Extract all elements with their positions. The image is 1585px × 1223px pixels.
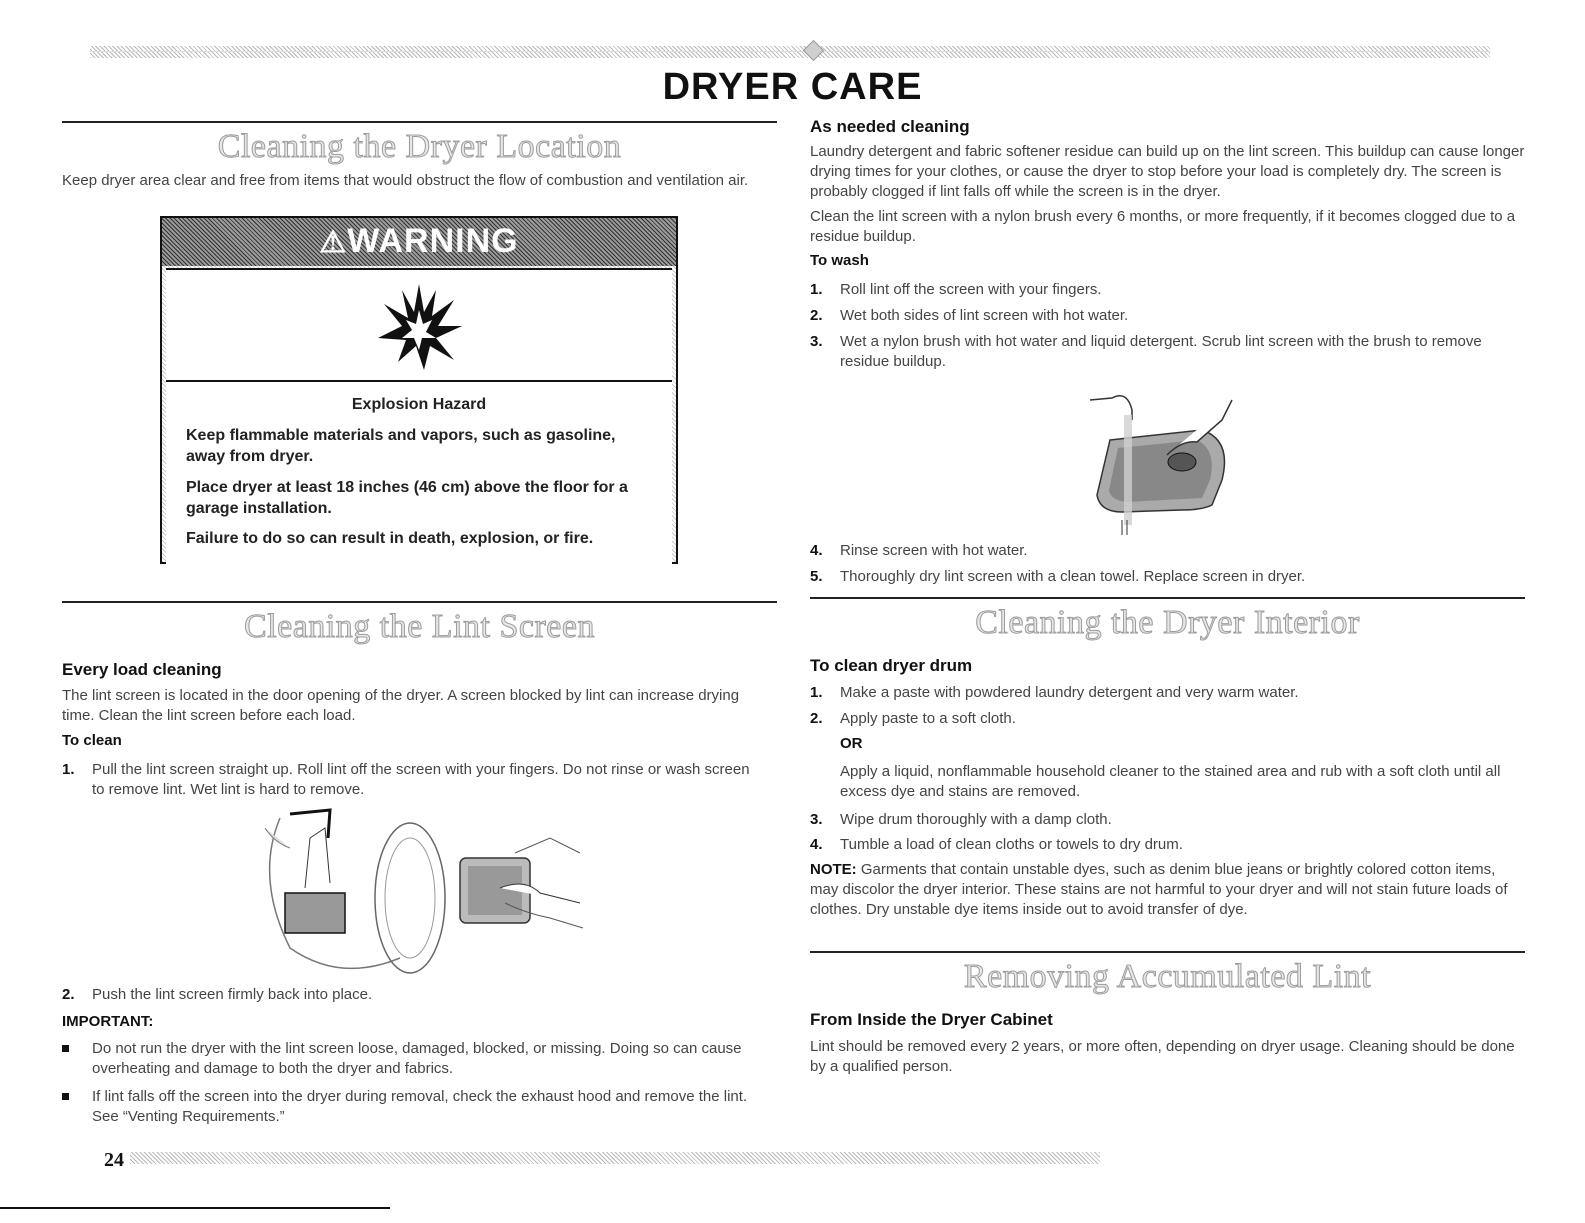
explosion-hazard-icon: [374, 282, 464, 372]
every-load-heading: Every load cleaning: [62, 660, 222, 679]
inside-cabinet-heading: From Inside the Dryer Cabinet: [810, 1010, 1053, 1029]
page-number: 24: [104, 1149, 124, 1171]
or-label: OR: [840, 735, 863, 752]
section-title-lint-screen: Cleaning the Lint Screen: [244, 608, 595, 645]
section-title-location: Cleaning the Dryer Location: [217, 128, 622, 165]
washing-lint-screen-illustration: [1082, 380, 1242, 540]
note-text: Garments that contain unstable dyes, such as denim blue jeans or brightly colored cotton items, may discolor the dryer interior. These stains are not harmful to your dryer and will not stain future loads of clothes. Dry unstable dye items inside out to avoid transfer of dye.: [810, 861, 1508, 918]
warning-text-area: [166, 382, 672, 566]
warning-box: [160, 216, 678, 564]
every-load-text: The lint screen is located in the door opening of the dryer. A screen blocked by lint can increase drying time. Clean the lint screen before each load.: [62, 687, 740, 724]
header-decorative-band: [90, 46, 1490, 58]
section-rule: [62, 121, 777, 123]
location-intro: Keep dryer area clear and free from items that would obstruct the flow of combustion and ventilation air.: [62, 172, 749, 189]
warning-line-3: Failure to do so can result in death, explosion, or fire.: [186, 530, 594, 547]
or-text: Apply a liquid, nonflammable household cleaner to the stained area and rub with a soft cloth until all excess dye and stains are removed.: [840, 763, 1501, 800]
as-needed-para-2: Clean the lint screen with a nylon brush every 6 months, or more frequently, if it becomes clogged due to a residue buildup.: [810, 208, 1516, 245]
bullet-square-icon: [62, 1045, 69, 1052]
important-heading: IMPORTANT:: [62, 1013, 154, 1030]
section-title-removing-lint: Removing Accumulated Lint: [963, 958, 1372, 995]
footer-decorative-band: [130, 1152, 1100, 1164]
dryer-lint-screen-illustration: [250, 808, 450, 978]
to-wash-heading: To wash: [810, 252, 869, 269]
warning-line-1: Keep flammable materials and vapors, such as gasoline, away from dryer.: [186, 427, 616, 465]
warning-header-band: [162, 218, 676, 266]
page-title: DRYER CARE: [662, 66, 923, 108]
warning-hazard-title: Explosion Hazard: [351, 396, 487, 413]
section-rule: [810, 597, 1525, 599]
clean-drum-heading: To clean dryer drum: [810, 656, 973, 675]
warning-symbol-area: [166, 268, 672, 382]
section-rule: [810, 951, 1525, 953]
warning-line-2: Place dryer at least 18 inches (46 cm) above the floor for a garage installation.: [186, 479, 628, 517]
hand-rolling-lint-illustration: [455, 833, 585, 943]
as-needed-para-1: Laundry detergent and fabric softener residue can build up on the lint screen. This buildup can cause longer drying times for your clothes, or cause the dryer to stop before your load is completely dry. The screen is probably clogged if lint falls off while the screen is in the dryer.: [810, 143, 1525, 200]
warning-heading: ⚠WARNING: [319, 222, 519, 260]
bullet-square-icon: [62, 1093, 69, 1100]
note-paragraph: [810, 860, 1525, 920]
warning-triangle-icon: ⚠: [319, 226, 348, 259]
to-clean-heading: To clean: [62, 732, 122, 749]
note-label: NOTE:: [810, 861, 857, 878]
section-rule: [62, 601, 777, 603]
inside-cabinet-text: Lint should be removed every 2 years, or more often, depending on dryer usage. Cleaning should be done by a qualified person.: [810, 1038, 1515, 1075]
section-title-dryer-interior: Cleaning the Dryer Interior: [975, 604, 1360, 641]
as-needed-heading: As needed cleaning: [810, 117, 970, 136]
footer-rule: [0, 1207, 390, 1209]
